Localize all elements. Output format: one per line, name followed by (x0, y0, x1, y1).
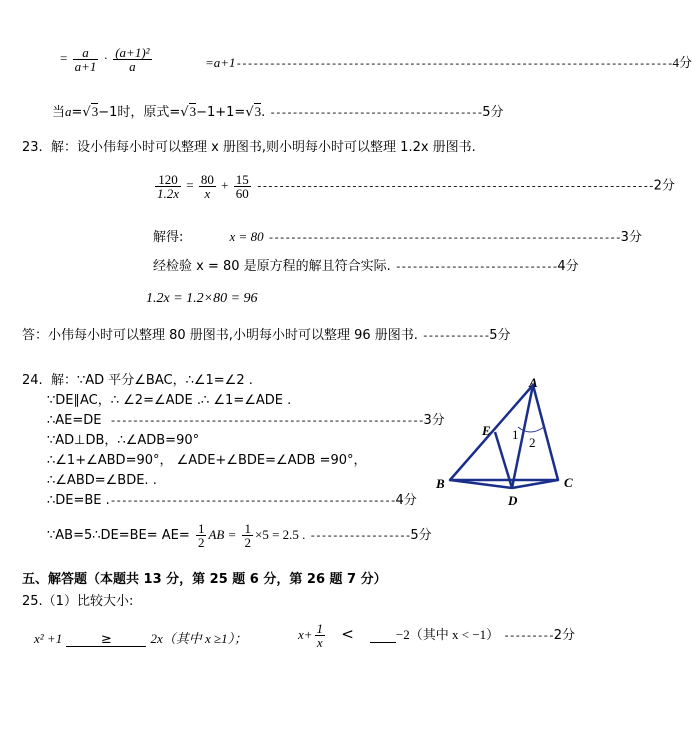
p24-line8: ∵AB=5∴DE=BE= AE= $\frac{1}{2}$ AB = $\frac{1}{2}$ ×5 = 2.5 . ------------------5分 (47, 521, 432, 550)
p23-equation: $\frac{120}{1.2x}$ = $\frac{80}{x}$ + $\frac{15}{60}$ -----------------------------------------------------------------------2分 (157, 172, 675, 201)
q25-part-b: x+ $\frac{1}{x}$ < −2（其中 x < −1） ---------2分 (298, 621, 575, 650)
section5-heading: 五、解答题（本题共 13 分，第 25 题 6 分，第 26 题 7 分） (22, 572, 387, 587)
p24-line7: ∴DE=BE .---------------------------------------------------4分 (47, 493, 417, 508)
p22-frac1: $\frac{a}{a+1}$ (74, 45, 97, 74)
p22-frac2: $\frac{\text{(a+1)²}}{a}$ (115, 45, 150, 74)
answer-blank-a: ≥ (66, 633, 146, 647)
p24-line4: ∵AD⊥DB，∴∠ADB=90° (47, 433, 200, 448)
p23-answer: 答：小伟每小时可以整理 80 册图书,小明每小时可以整理 96 册图书. ------------5分 (22, 328, 511, 343)
label-b: B (436, 476, 445, 491)
label-c: C (564, 475, 573, 490)
p22-eq: = (60, 50, 68, 66)
angle-arc (518, 427, 544, 432)
label-d: D (508, 493, 518, 508)
label-e: E (482, 423, 491, 438)
p22-result-line: =a+1------------------------------------------------------------------------------4分 (205, 55, 692, 71)
p24-line1: 24. 解：∵AD 平分∠BAC，∴∠1=∠2 . (22, 373, 253, 388)
p24-line3: ∴AE=DE --------------------------------------------------------3分 (47, 413, 445, 428)
p23-calc: 1.2x = 1.2×80 = 96 (146, 291, 258, 306)
p22-substitution-line: 当a=√3−1时，原式=√3−1+1=√3. --------------------------------------5分 (52, 104, 504, 120)
q25-title: 25.（1）比较大小: (22, 594, 134, 609)
p23-check-line: 经检验 x = 80 是原方程的解且符合实际. -----------------------------4分 (153, 259, 579, 274)
p24-line6: ∴∠ABD=∠BDE. . (47, 473, 157, 488)
label-a: A (529, 375, 538, 390)
p24-line5: ∴∠1+∠ABD=90°， ∠ADE+∠BDE=∠ADB =90°， (47, 453, 367, 468)
p23-intro: 23. 解：设小伟每小时可以整理 x 册图书,则小明每小时可以整理 1.2x 册图书. (22, 140, 476, 155)
p23-solve-line: 解得: x = 80 ---------------------------------------------------------------3分 (153, 229, 642, 245)
triangle-figure (430, 375, 590, 515)
label-angle-1: 1 (512, 427, 519, 442)
p22-expression: = $\frac{a}{a+1}$ · $\frac{\text{(a+1)²}}{a}$ (60, 45, 150, 74)
q25-part-a: x² +1 ≥ 2x（其中 x ≥1）； (34, 631, 248, 647)
label-angle-2: 2 (529, 435, 536, 450)
answer-symbol-b: < (341, 625, 354, 643)
p24-line2: ∵DE∥AC，∴ ∠2=∠ADE .∴ ∠1=∠ADE . (47, 393, 292, 408)
answer-blank-b (370, 629, 396, 643)
